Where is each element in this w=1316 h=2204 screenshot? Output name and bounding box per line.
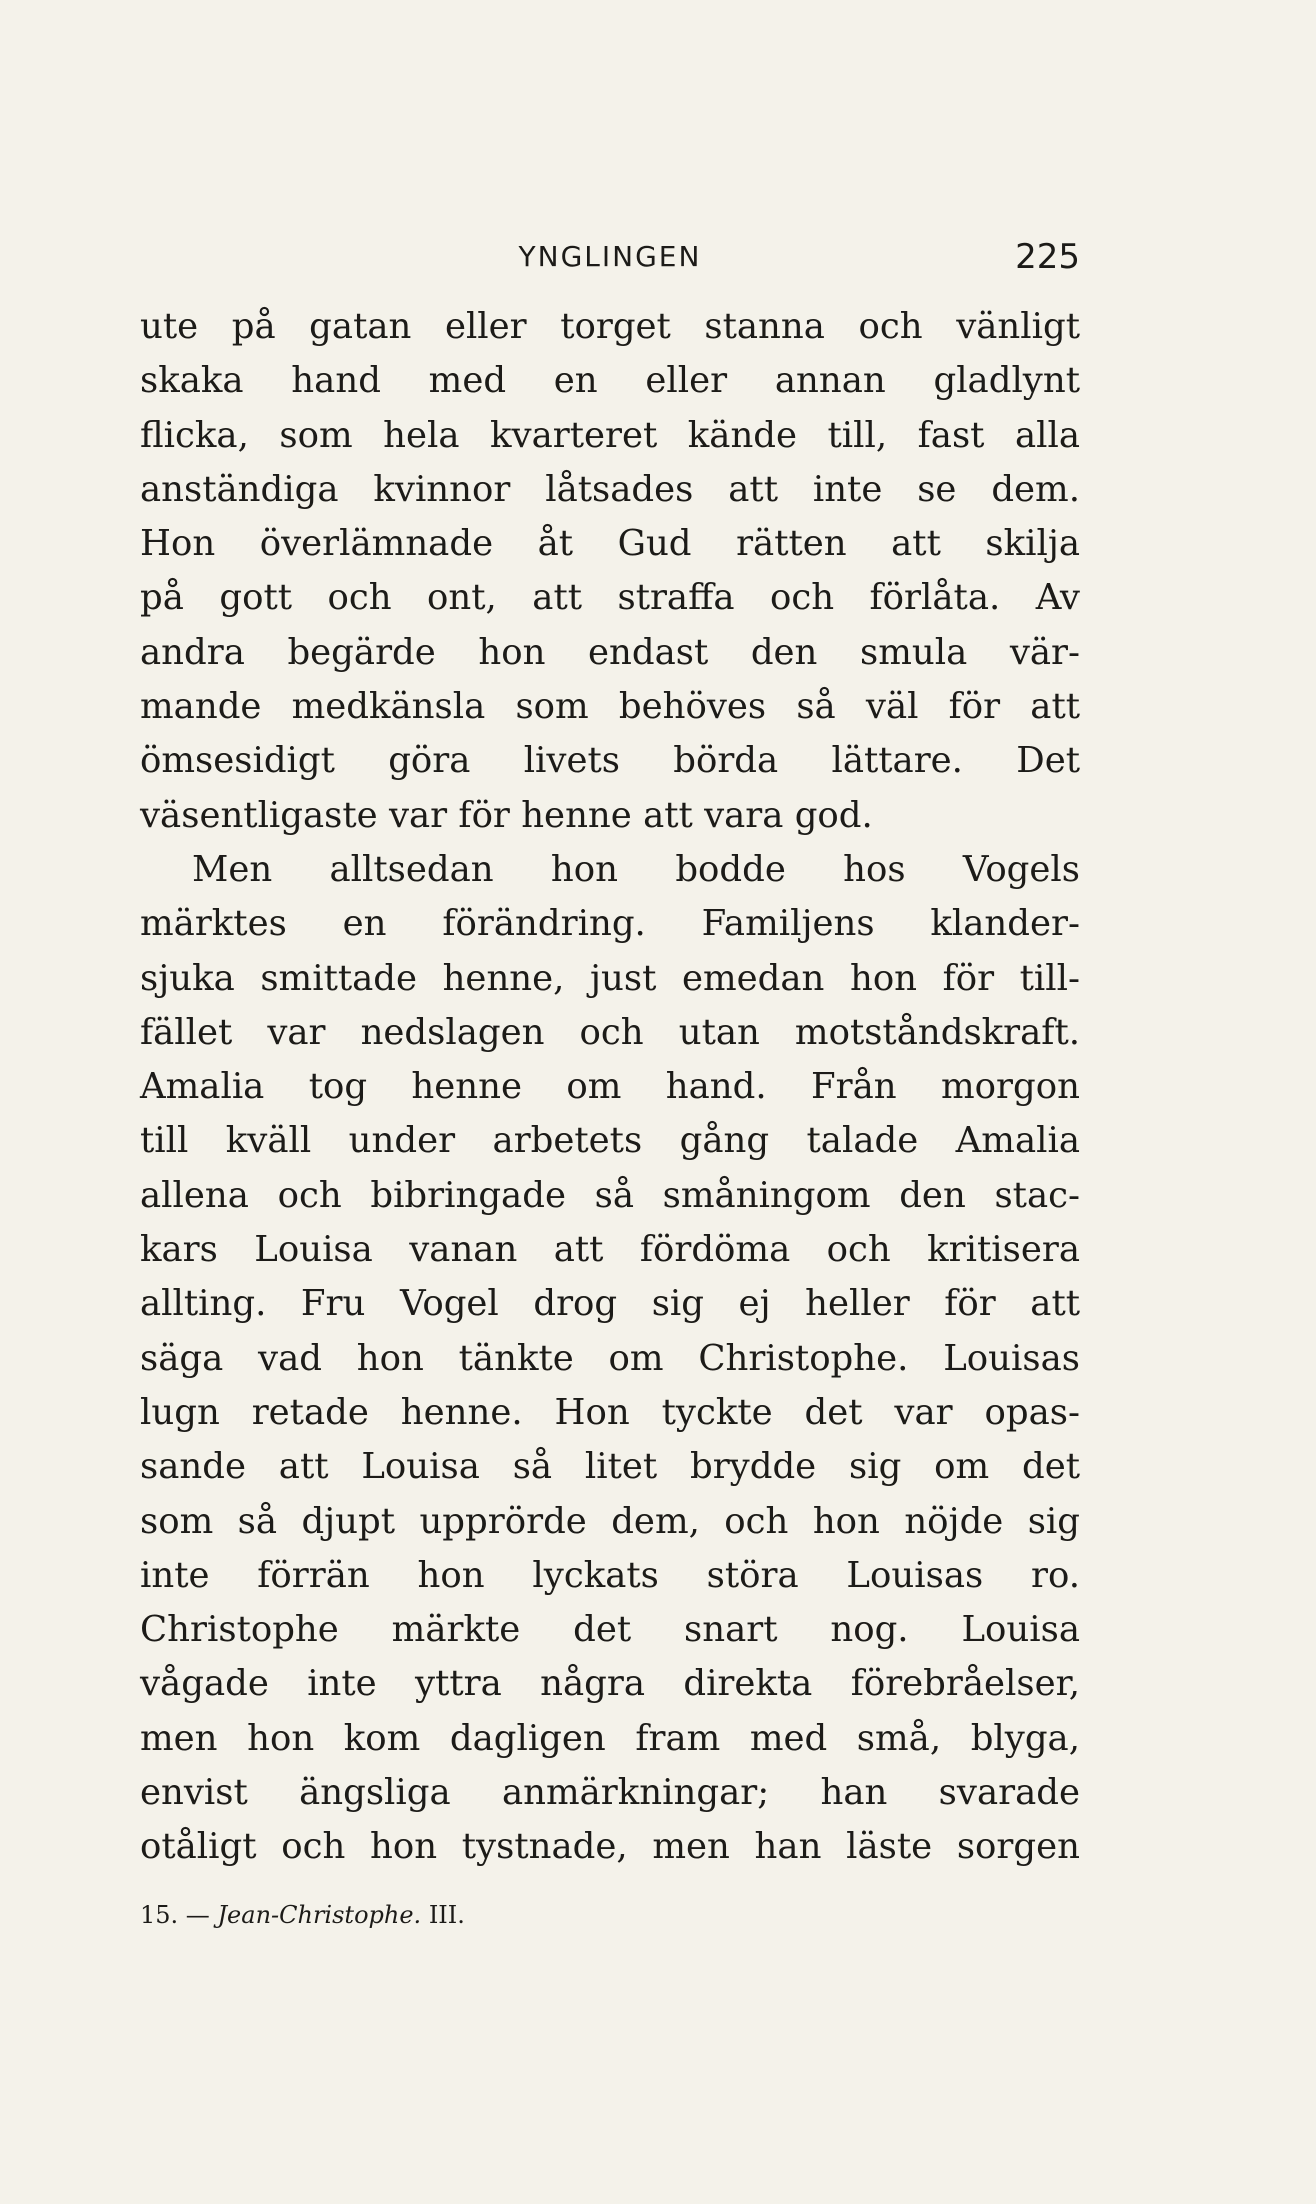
running-title: YNGLINGEN <box>518 240 702 273</box>
text-line: flicka, som hela kvarteret kände till, fast alla <box>140 414 1080 456</box>
text-line: men hon kom dagligen fram med små, blyga, <box>140 1717 1080 1759</box>
text-line: fället var nedslagen och utan motståndskraft. <box>140 1011 1080 1053</box>
text-line: sjuka smittade henne, just emedan hon för till- <box>140 957 1080 999</box>
text-line: skaka hand med en eller annan gladlynt <box>140 360 1080 402</box>
volume-number: III. <box>428 1901 465 1929</box>
text-line: på gott och ont, att straffa och förlåta. Av <box>140 577 1080 619</box>
text-line: kars Louisa vanan att fördöma och kritisera <box>140 1229 1080 1271</box>
text-line: envist ängsliga anmärkningar; han svarade <box>140 1772 1080 1814</box>
text-line: till kväll under arbetets gång talade Amalia <box>140 1120 1080 1162</box>
text-line: ute på gatan eller torget stanna och vänligt <box>140 306 1080 347</box>
text-line: allting. Fru Vogel drog sig ej heller för att <box>140 1283 1080 1325</box>
page-header <box>140 232 1080 282</box>
body-text <box>140 300 1080 1875</box>
text-line: lugn retade henne. Hon tyckte det var opas- <box>140 1391 1080 1433</box>
text-line: Men alltsedan hon bodde hos Vogels <box>192 848 1080 890</box>
text-line: sande att Louisa så litet brydde sig om det <box>140 1446 1080 1488</box>
text-line: vågade inte yttra några direkta förebråelser, <box>140 1663 1080 1705</box>
text-line: säga vad hon tänkte om Christophe. Louisas <box>140 1337 1080 1379</box>
text-line: Hon överlämnade åt Gud rätten att skilja <box>140 523 1080 565</box>
page-number: 225 <box>1015 237 1080 277</box>
signature-footer <box>140 1895 465 1935</box>
text-line: inte förrän hon lyckats störa Louisas ro. <box>140 1554 1080 1596</box>
text-line: märktes en förändring. Familjens klander- <box>140 903 1080 945</box>
text-line: Amalia tog henne om hand. Från morgon <box>140 1066 1080 1108</box>
text-line: andra begärde hon endast den smula vär- <box>140 631 1080 673</box>
text-line: otåligt och hon tystnade, men han läste sorgen <box>140 1826 1080 1868</box>
text-line: mande medkänsla som behöves så väl för att <box>140 686 1080 728</box>
text-line: ömsesidigt göra livets börda lättare. Det <box>140 740 1080 782</box>
work-title: Jean-Christophe. <box>217 1901 422 1929</box>
text-line: som så djupt upprörde dem, och hon nöjde sig <box>140 1500 1080 1542</box>
text-line: väsentligaste var för henne att vara god. <box>140 794 873 836</box>
text-line: allena och bibringade så småningom den stac- <box>140 1174 1080 1216</box>
text-line: anständiga kvinnor låtsades att inte se dem. <box>140 468 1080 510</box>
signature-number: 15. — <box>140 1901 210 1929</box>
text-line: Christophe märkte det snart nog. Louisa <box>140 1609 1080 1651</box>
